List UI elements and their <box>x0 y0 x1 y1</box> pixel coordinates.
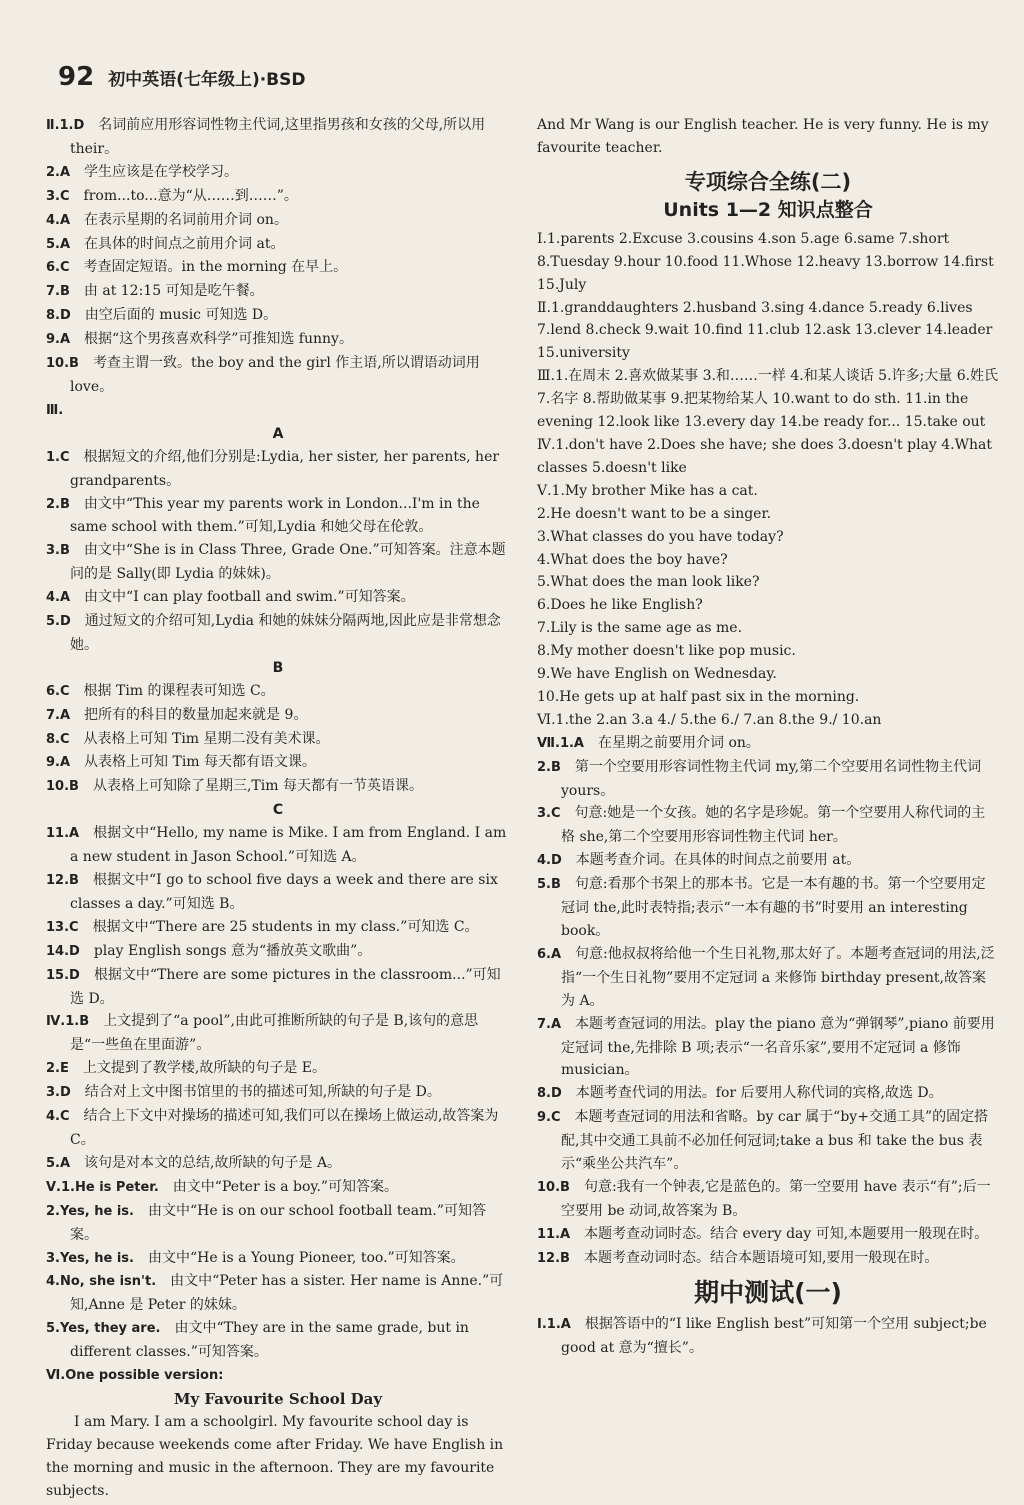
answer-item <box>46 1270 510 1317</box>
page-header <box>58 62 306 96</box>
answer-explanation: 本题考查代词的用法。for 后要用人称代词的宾格,故选 D。 <box>561 1085 943 1102</box>
answer-item <box>46 446 510 493</box>
answer-number: 5.D <box>46 614 71 630</box>
subsection-label: A <box>272 425 284 442</box>
answer-number: 4.C <box>46 1109 70 1125</box>
answer-line: 6.Does he like English? <box>537 597 703 614</box>
answer-item <box>46 352 510 399</box>
answer-item <box>46 1105 510 1152</box>
answer-line: 7.Lily is the same age as me. <box>537 620 743 637</box>
answer-explanation: 句意:我有一个钟表,它是蓝色的。第一空要用 have 表示“有”;后一空要用 be 动词,故答案为 B。 <box>561 1178 991 1219</box>
answer-line: 5.What does the man look like? <box>537 574 760 591</box>
answer-explanation: 通过短文的介绍可知,Lydia 和她的妹妹分隔两地,因此应是非常想念她。 <box>70 613 501 653</box>
answer-item <box>46 1010 510 1057</box>
answer-number: 10.B <box>537 1179 570 1195</box>
answer-item <box>46 1200 510 1247</box>
answer-line: 2.He doesn't want to be a singer. <box>537 505 772 522</box>
essay-body: I am Mary. I am a schoolgirl. My favourite school day is Friday because weekends come after Friday. We have English in the morning and music in the afternoon. They are my favourite subjects. <box>46 1413 504 1499</box>
answer-number: 7.A <box>46 707 71 723</box>
answer-explanation: 由 at 12:15 可知是吃午餐。 <box>69 283 264 300</box>
answer-number: 9.C <box>537 1110 561 1126</box>
answer-item <box>537 732 999 756</box>
answer-explanation: 本题考查介词。在具体的时间点之前要用 at。 <box>561 852 861 869</box>
answer-number: 3.Yes, he is. <box>46 1250 134 1266</box>
answer-number: 9.A <box>46 755 71 771</box>
answer-item <box>46 209 510 233</box>
answer-item <box>46 185 510 209</box>
answer-number: 6.A <box>537 946 562 962</box>
answer-line: Ⅲ.1.在周末 2.喜欢做某事 3.和……一样 4.和某人谈话 5.许多;大量 6.姓氏 7.名字 8.帮助做某事 9.把某物给某人 10.want to do sth. 11.in the evening 12.look like 13.every day 14.be ready for... 15.take out <box>537 368 999 431</box>
answer-explanation: 上文提到了“a pool”,由此可推断所缺的句子是 B,该句的意思是“一些鱼在里面游”。 <box>70 1013 479 1054</box>
answer-item <box>537 1223 999 1247</box>
answer-number: 9.A <box>46 332 71 348</box>
answer-number: 13.C <box>46 919 79 935</box>
answer-explanation: 句意:她是一个女孩。她的名字是珍妮。第一个空要用人称代词的主格 she,第二个空要用形容词性物主代词 her。 <box>560 805 986 846</box>
answer-item <box>537 1176 999 1223</box>
answer-explanation: 由文中“This year my parents work in London...I'm in the same school with them.”可知,Lydia 和她父母在伦敦。 <box>69 495 480 536</box>
answer-explanation: 由文中“Peter is a boy.”可知答案。 <box>158 1178 399 1195</box>
answer-item <box>537 1313 999 1360</box>
answer-line: Ⅳ.1.don't have 2.Does she have; she does 3.doesn't play 4.What classes 5.doesn't like <box>537 436 993 476</box>
answer-number: 2.A <box>46 164 71 180</box>
answer-number: 4.D <box>537 853 562 869</box>
answer-item <box>46 728 510 752</box>
answer-number: 2.B <box>537 759 561 775</box>
answer-item <box>537 1247 999 1271</box>
answer-number: 7.B <box>46 284 70 300</box>
answer-line: 4.What does the boy have? <box>537 551 728 568</box>
answer-explanation: 在星期之前要用介词 on。 <box>584 734 760 751</box>
answer-number: Ⅵ.One possible version: <box>46 1368 224 1384</box>
answer-explanation: 根据文中“I go to school five days a week and there are six classes a day.”可知选 B。 <box>70 872 498 912</box>
answer-explanation: from...to...意为“从……到……”。 <box>69 187 298 204</box>
answer-explanation: 学生应该是在学校学习。 <box>70 163 239 180</box>
answer-line: 9.We have English on Wednesday. <box>537 666 777 683</box>
section-subtitle: Units 1—2 知识点整合 <box>663 198 873 221</box>
answer-explanation: 名词前应用形容词性物主代词,这里指男孩和女孩的父母,所以用 their。 <box>70 117 486 157</box>
answer-item <box>46 680 510 704</box>
answer-item <box>46 1176 510 1200</box>
answer-number: 5.B <box>537 877 561 893</box>
answer-line: Ⅱ.1.granddaughters 2.husband 3.sing 4.dance 5.ready 6.lives 7.lend 8.check 9.wait 10.find 11.club 12.ask 13.clever 14.leader 15.university <box>537 299 993 362</box>
answer-item <box>537 849 999 873</box>
answer-item <box>46 940 510 964</box>
answer-item <box>46 751 510 775</box>
answer-line: Ⅰ.1.parents 2.Excuse 3.cousins 4.son 5.age 6.same 7.short 8.Tuesday 9.hour 10.food 11.Whose 12.heavy 13.borrow 14.first 15.July <box>537 230 994 293</box>
answer-number: Ⅰ.1.A <box>537 1316 571 1332</box>
answer-explanation: 由空后面的 music 可知选 D。 <box>70 307 278 324</box>
answer-number: 6.C <box>46 683 70 699</box>
answer-explanation: 考查主谓一致。the boy and the girl 作主语,所以谓语动词用 love。 <box>70 355 480 395</box>
left-column <box>46 114 510 1502</box>
answer-explanation: 本题考查冠词的用法和省略。by car 属于“by+交通工具”的固定搭配,其中交通工具前不必加任何冠词;take a bus 和 take the bus 表示“乘坐公共汽车”。 <box>560 1109 989 1173</box>
answer-item <box>46 1057 510 1081</box>
answer-explanation: 由文中“She is in Class Three, Grade One.”可知答案。注意本题问的是 Sally(即 Lydia 的妹妹)。 <box>69 542 506 583</box>
answer-number: 11.A <box>46 826 80 842</box>
answer-explanation: 由文中“Peter has a sister. Her name is Anne.”可知,Anne 是 Peter 的妹妹。 <box>70 1273 504 1314</box>
answer-number: 10.B <box>46 779 79 795</box>
subsection-label: B <box>272 659 284 676</box>
answer-line: And Mr Wang is our English teacher. He is very funny. He is my favourite teacher. <box>537 117 989 156</box>
answer-explanation: 根据答语中的“I like English best”可知第一个空用 subject;be good at 意为“擅长”。 <box>561 1315 987 1356</box>
answer-number: 14.D <box>46 943 80 959</box>
answer-number: 4.A <box>46 590 71 606</box>
answer-explanation: 在表示星期的名词前用介词 on。 <box>70 211 288 228</box>
answer-number: 10.B <box>46 356 79 372</box>
answer-explanation: 结合上下文中对操场的描述可知,我们可以在操场上做运动,故答案为 C。 <box>69 1108 499 1148</box>
answer-line: 8.My mother doesn't like pop music. <box>537 643 796 660</box>
answer-number: 12.B <box>46 873 79 888</box>
answer-item <box>46 304 510 328</box>
answer-item <box>537 873 999 943</box>
answer-number: 15.D <box>46 967 80 983</box>
answer-explanation: 根据文中“There are 25 students in my class.”可知选 C。 <box>78 918 479 935</box>
answer-item <box>537 756 999 803</box>
answer-line: Ⅴ.1.My brother Mike has a cat. <box>537 482 758 499</box>
answer-item <box>46 704 510 728</box>
answer-item <box>46 161 510 185</box>
answer-explanation: 由文中“I can play football and swim.”可知答案。 <box>70 589 415 606</box>
answer-number: Ⅴ.1.He is Peter. <box>46 1179 159 1195</box>
answer-explanation: play English songs 意为“播放英文歌曲”。 <box>79 942 372 959</box>
answer-number: 7.A <box>537 1016 562 1032</box>
answer-item <box>46 256 510 280</box>
answer-explanation: 根据“这个男孩喜欢科学”可推知选 funny。 <box>70 331 353 348</box>
answer-item <box>537 1082 999 1106</box>
answer-number: Ⅶ.1.A <box>537 735 584 751</box>
answer-number: 2.E <box>46 1061 69 1077</box>
answer-item <box>46 1317 510 1364</box>
answer-item <box>46 539 510 586</box>
answer-item <box>537 1013 999 1083</box>
answer-explanation: 结合对上文中图书馆里的书的描述可知,所缺的句子是 D。 <box>70 1084 441 1101</box>
answer-explanation: 根据文中“There are some pictures in the classroom...”可知选 D。 <box>70 966 501 1007</box>
answer-item <box>46 114 510 161</box>
answer-number: 8.C <box>46 731 70 747</box>
answer-explanation: 根据短文的介绍,他们分别是:Lydia, her sister, her parents, her grandparents。 <box>69 448 500 489</box>
answer-explanation: 由文中“He is a Young Pioneer, too.”可知答案。 <box>133 1249 465 1266</box>
answer-explanation: 本题考查动词时态。结合 every day 可知,本题要用一般现在时。 <box>570 1225 989 1242</box>
answer-item <box>46 399 510 423</box>
section-title: 期中测试(一) <box>694 1277 842 1307</box>
answer-item <box>46 964 510 1011</box>
answer-number: 1.C <box>46 449 70 465</box>
answer-number: Ⅳ.1.B <box>46 1014 90 1030</box>
answer-explanation: 考查固定短语。in the morning 在早上。 <box>69 259 348 276</box>
answer-item <box>46 610 510 657</box>
answer-explanation: 从表格上可知 Tim 每天都有语文课。 <box>70 754 317 771</box>
answer-item <box>46 586 510 610</box>
answer-explanation: 句意:看那个书架上的那本书。它是一本有趣的书。第一个空要用定冠词 the,此时表特指;表示“一本有趣的书”时要用 an interesting book。 <box>560 876 986 939</box>
answer-number: 5.A <box>46 1155 71 1171</box>
section-title: 专项综合全练(二) <box>684 169 852 194</box>
answer-explanation: 在具体的时间点之前用介词 at。 <box>70 235 285 252</box>
answer-item <box>46 916 510 940</box>
answer-explanation: 句意:他叔叔将给他一个生日礼物,那太好了。本题考查冠词的用法,泛指“一个生日礼物”要用不定冠词 a 来修饰 birthday present,故答案为 A。 <box>561 945 995 1009</box>
answer-explanation: 从表格上可知除了星期三,Tim 每天都有一节英语课。 <box>78 778 423 795</box>
answer-number: 2.B <box>46 496 70 512</box>
answer-explanation: 本题考查冠词的用法。play the piano 意为“弹钢琴”,piano 前要用定冠词 the,先排除 B 项;表示“一名音乐家”,要用不定冠词 a 修饰 musician。 <box>561 1015 995 1079</box>
answer-explanation: 根据文中“Hello, my name is Mike. I am from England. I am a new student in Jason School.”可知选 A。 <box>70 825 507 866</box>
answer-item <box>46 822 510 869</box>
answer-item <box>537 802 999 849</box>
answer-item <box>46 1152 510 1176</box>
answer-explanation: 从表格上可知 Tim 星期二没有美术课。 <box>69 730 330 747</box>
answer-item <box>537 943 999 1013</box>
answer-number: 3.C <box>46 188 70 204</box>
answer-item <box>46 775 510 799</box>
answer-number: 8.D <box>46 308 71 324</box>
answer-item <box>46 869 510 916</box>
answer-item <box>46 493 510 540</box>
answer-number: 5.A <box>46 236 71 252</box>
answer-explanation: 本题考查动词时态。结合本题语境可知,要用一般现在时。 <box>569 1249 939 1266</box>
answer-number: 3.B <box>46 543 70 559</box>
right-column <box>537 114 999 1359</box>
answer-number: 11.A <box>537 1226 571 1242</box>
answer-line: 3.What classes do you have today? <box>537 528 784 545</box>
answer-explanation: 第一个空要用形容词性物主代词 my,第二个空要用名词性物主代词 yours。 <box>560 758 982 799</box>
subsection-label: C <box>272 802 284 819</box>
answer-number: 2.Yes, he is. <box>46 1203 134 1219</box>
answer-explanation: 把所有的科目的数量加起来就是 9。 <box>70 706 308 723</box>
answer-item <box>46 328 510 352</box>
answer-item <box>46 280 510 304</box>
answer-explanation: 由文中“They are in the same grade, but in different classes.”可知答案。 <box>70 1320 469 1361</box>
answer-line: Ⅵ.1.the 2.an 3.a 4./ 5.the 6./ 7.an 8.the 9./ 10.an <box>537 711 882 728</box>
page-number: 92 <box>58 62 95 92</box>
answer-line: 10.He gets up at half past six in the morning. <box>537 688 860 705</box>
answer-number: 12.B <box>537 1250 570 1266</box>
answer-number: 3.C <box>537 806 561 822</box>
answer-number: 8.D <box>537 1086 562 1102</box>
answer-explanation: 由文中“He is on our school football team.”可知答案。 <box>70 1202 486 1243</box>
answer-explanation: 该句是对本文的总结,故所缺的句子是 A。 <box>70 1154 342 1171</box>
answer-item <box>46 1081 510 1105</box>
answer-explanation: 根据 Tim 的课程表可知选 C。 <box>69 682 275 699</box>
answer-item <box>537 1106 999 1176</box>
answer-number: 3.D <box>46 1085 71 1101</box>
answer-number: 5.Yes, they are. <box>46 1321 161 1337</box>
answer-item <box>46 1364 510 1388</box>
answer-item <box>46 233 510 257</box>
answer-number: 4.No, she isn't. <box>46 1274 157 1290</box>
answer-number: 4.A <box>46 212 71 228</box>
answer-explanation: 上文提到了教学楼,故所缺的句子是 E。 <box>68 1060 326 1077</box>
answer-number: 6.C <box>46 260 70 276</box>
answer-item <box>46 1247 510 1271</box>
answer-number: Ⅱ.1.D <box>46 118 85 133</box>
answer-number: Ⅲ. <box>46 402 64 418</box>
book-title: 初中英语(七年级上)·BSD <box>108 70 306 90</box>
essay-title: My Favourite School Day <box>173 1389 383 1408</box>
